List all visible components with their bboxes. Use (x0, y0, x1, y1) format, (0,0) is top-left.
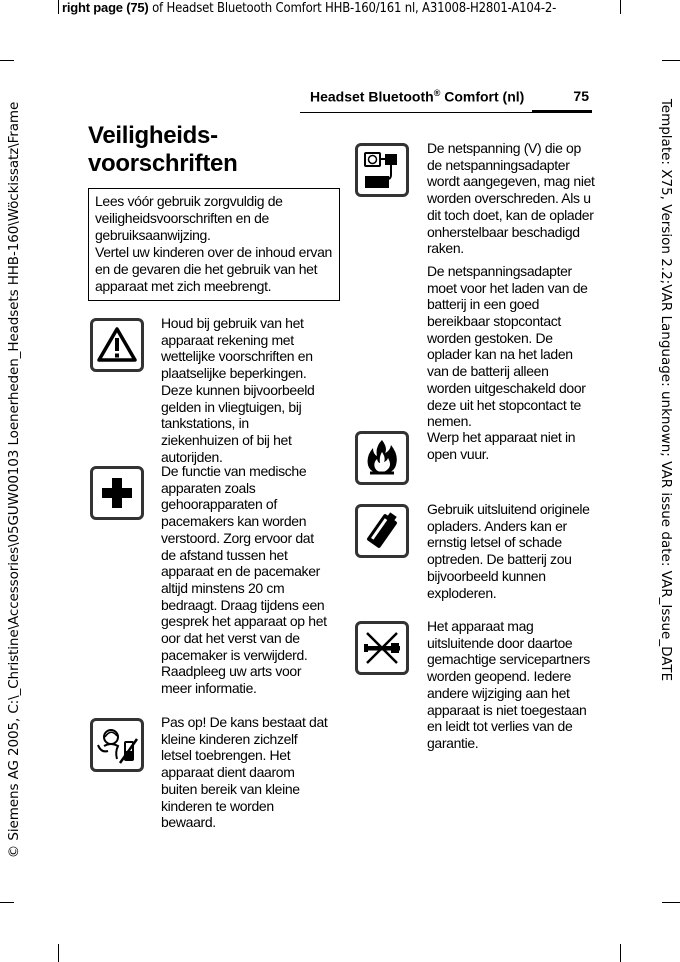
child-hazard-icon (90, 718, 144, 772)
section-title: Veiligheids- voorschriften (88, 122, 238, 177)
print-info-line: right page (75) of Headset Bluetooth Comfort HHB-160/161 nl, A31008-H2801-A104-2- (62, 0, 557, 16)
safety-text: De functie van medische apparaten zoals gehoorapparaten of pacemakers kan worden verstoord. Zorg ervoor dat de afstand tussen het apparaat en de pacemaker altijd minstens 20 cm bedraagt. Draag tijdens een gesprek het apparaat op het oor dat het verst van de pacemaker is verwijderd. Raadpleeg uw arts voor meer informatie. (161, 463, 327, 697)
notice-paragraph: Lees vóór gebruik zorgvuldig de veiligheidsvoorschriften en de gebruiksaanwijzing. (95, 193, 283, 243)
crop-mark (58, 0, 59, 14)
template-info-right: Template: X75, Version 2.2;VAR Language: unknown; VAR issue date: VAR_Issue_DATE (658, 98, 674, 682)
notice-paragraph: Vertel uw kinderen over de inhoud ervan en de gevaren die het gebruik van het apparaat met zich meebrengt. (95, 244, 332, 294)
crop-mark (58, 944, 59, 962)
safety-text: Werp het apparaat niet in open vuur. (427, 429, 576, 462)
safety-text: De netspanning (V) die op de netspanningsadapter wordt aangegeven, mag niet worden overschreden. Als u dit toch doet, kan de oplader onherstelbaar beschadigd raken. De netspanningsadapter moet voor het laden van de batterij in een goed bereikbaar stopcontact worden gestoken. De oplader kan na het laden van de batterij alleen worden uitgeschakeld door deze uit het stopcontact te nemen. (427, 140, 595, 430)
safety-text: Gebruik uitsluitend originele opladers. Anders kan er ernstig letsel of schade optreden. De batterij zou bijvoorbeeld kunnen exploderen. (427, 501, 590, 601)
crop-mark (620, 944, 621, 962)
crop-mark (620, 0, 621, 14)
battery-icon (355, 504, 409, 558)
page-number: 75 (573, 88, 589, 104)
medical-cross-icon (90, 466, 144, 520)
safety-text: Het apparaat mag uitsluitende door daartoe gemachtige servicepartners worden geopend. Iedere andere wijziging aan het apparaat is niet toegestaan en leidt tot verlies van de garantie. (427, 618, 590, 751)
crop-mark (662, 902, 680, 903)
safety-text: Houd bij gebruik van het apparaat rekening met wettelijke voorschriften en plaatselijke beperkingen. Deze kunnen bijvoorbeeld gelden in vliegtuigen, bij tankstations, in ziekenhuizen of bij het autorijden. (161, 315, 315, 465)
power-adapter-icon (355, 143, 409, 197)
no-tools-icon (355, 621, 409, 675)
safety-text: Pas op! De kans bestaat dat kleine kinderen zichzelf letsel toebrengen. Het apparaat dient daarom buiten bereik van kleine kinderen te worden bewaard. (161, 714, 328, 831)
header-rule-thick (532, 110, 592, 113)
header-title: Headset Bluetooth® Comfort (nl) (310, 88, 525, 105)
notice-box (88, 188, 340, 301)
fire-icon (355, 431, 409, 485)
warning-triangle-icon (90, 318, 144, 372)
print-path-left: © Siemens AG 2005, C:\_Christine\Accessories\05GUW00103 Loenerheden_Headsets HHB-160\Wöckissatz\Frame (6, 101, 22, 859)
